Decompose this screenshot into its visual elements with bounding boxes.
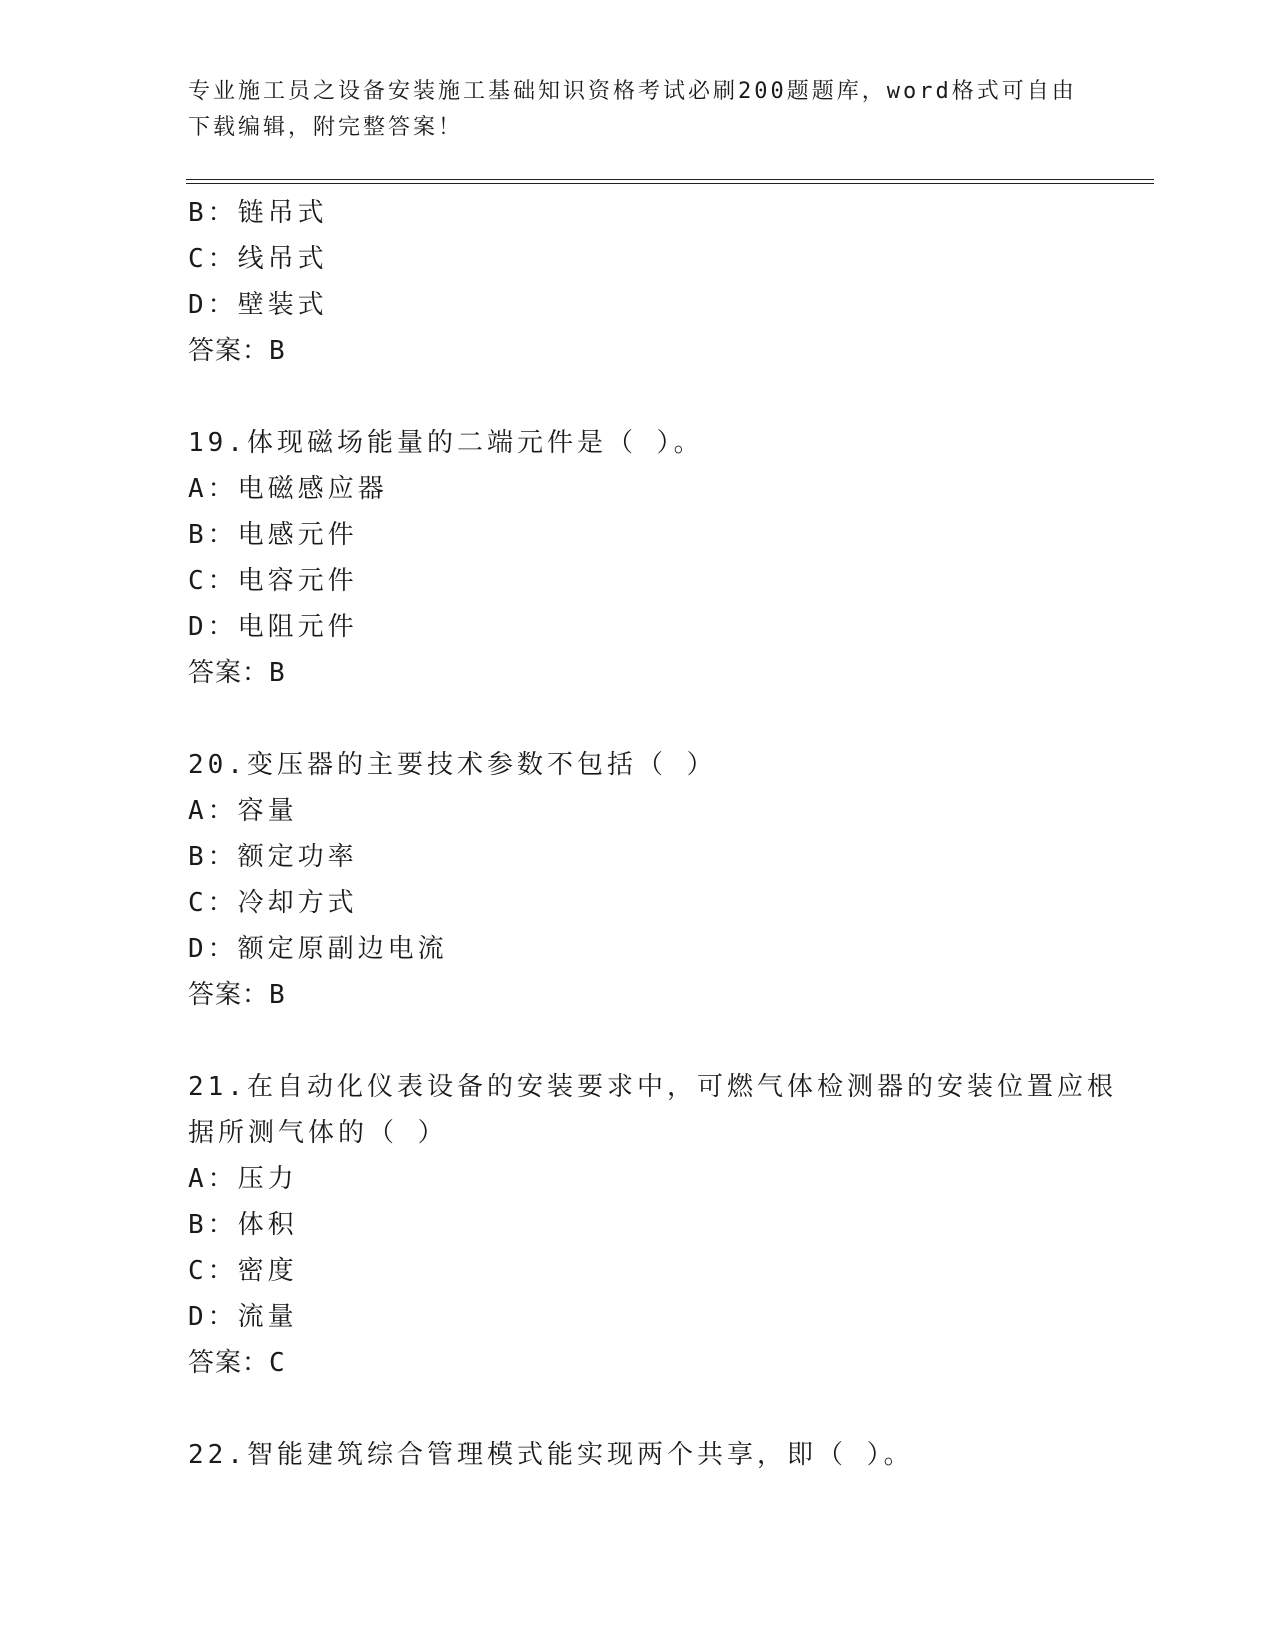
option-b: B：电感元件 xyxy=(188,520,358,550)
answer-line xyxy=(188,650,1088,696)
option-c: C：电容元件 xyxy=(188,566,358,596)
question-stem-line-1: 21.在自动化仪表设备的安装要求中，可燃气体检测器的安装位置应根 xyxy=(188,1072,1117,1102)
answer-value: B xyxy=(269,658,286,688)
header-title-line-2: 下载编辑，附完整答案！ xyxy=(188,115,464,140)
option-d: D：壁装式 xyxy=(188,290,328,320)
document-body xyxy=(188,190,1117,1478)
question-20 xyxy=(188,742,1088,1018)
option-c: C：线吊式 xyxy=(188,244,328,274)
option-c: C：冷却方式 xyxy=(188,888,358,918)
answer-label: 答案： xyxy=(188,980,270,1010)
option-a: A：容量 xyxy=(188,796,298,826)
question-stem-line-2: 据所测气体的（ ） xyxy=(188,1118,448,1148)
header-rule-bottom xyxy=(186,183,1154,184)
question-stem: 20.变压器的主要技术参数不包括（ ） xyxy=(188,750,717,780)
question-18 xyxy=(188,190,1088,374)
answer-value: B xyxy=(269,336,286,366)
option-a: A：压力 xyxy=(188,1164,298,1194)
answer-line xyxy=(188,1340,1088,1386)
option-d: D：流量 xyxy=(188,1302,298,1332)
option-a: A：电磁感应器 xyxy=(188,474,388,504)
answer-value: C xyxy=(269,1348,286,1378)
question-22 xyxy=(188,1432,1088,1478)
question-21 xyxy=(188,1064,1117,1386)
answer-line xyxy=(188,328,1088,374)
option-d: D：电阻元件 xyxy=(188,612,358,642)
option-b: B：链吊式 xyxy=(188,198,328,228)
header-title-line-1: 专业施工员之设备安装施工基础知识资格考试必刷200题题库，word格式可自由 xyxy=(188,79,1077,104)
answer-label: 答案： xyxy=(188,658,270,688)
answer-label: 答案： xyxy=(188,1348,270,1378)
option-b: B：体积 xyxy=(188,1210,298,1240)
option-d: D：额定原副边电流 xyxy=(188,934,448,964)
answer-label: 答案： xyxy=(188,336,270,366)
question-stem: 22.智能建筑综合管理模式能实现两个共享，即（ ）。 xyxy=(188,1440,914,1470)
header-rule-top xyxy=(186,179,1154,180)
option-b: B：额定功率 xyxy=(188,842,358,872)
answer-line xyxy=(188,972,1088,1018)
option-c: C：密度 xyxy=(188,1256,298,1286)
question-stem: 19.体现磁场能量的二端元件是（ ）。 xyxy=(188,428,704,458)
document-header xyxy=(188,74,1088,146)
answer-value: B xyxy=(269,980,286,1010)
question-19 xyxy=(188,420,1088,696)
